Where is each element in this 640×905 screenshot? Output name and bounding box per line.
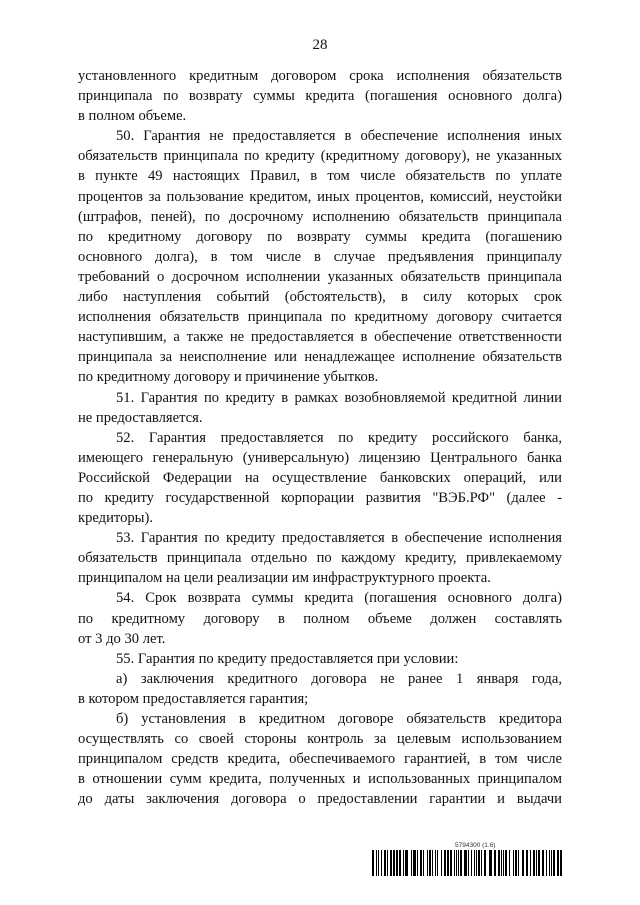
- text-line: процентов за пользование кредитом, иных процентов, комиссий, неустойки: [78, 188, 562, 205]
- text-line: обязательств принципала по кредиту (кредитному договору), не указанных: [78, 148, 562, 165]
- text-line: принципалом средств кредита, обеспечиваемого гарантией, в том числе: [78, 751, 562, 768]
- text-line: исполнения обязательств принципала по кредитному договору считается: [78, 309, 562, 326]
- page-number: 28: [312, 37, 328, 53]
- text-line: от 3 до 30 лет.: [78, 630, 166, 647]
- document-body: [78, 66, 562, 809]
- text-line: 53. Гарантия по кредиту предоставляется в обеспечение исполнения: [116, 530, 562, 547]
- document-code: 5794300 (1.6): [455, 842, 496, 849]
- text-line: 50. Гарантия не предоставляется в обеспечение исполнения иных: [116, 128, 562, 145]
- text-line: требований о досрочном исполнении указанных обязательств принципала: [78, 268, 562, 285]
- text-line: Российской Федерации на осуществление банковских операций, или: [78, 469, 562, 486]
- text-line: осуществлять со своей стороны контроль за целевым использованием: [78, 731, 562, 748]
- text-line: 55. Гарантия по кредиту предоставляется при условии:: [116, 650, 459, 667]
- text-line: либо наступления событий (обстоятельств), в силу которых срок: [78, 289, 562, 306]
- text-line: в пункте 49 настоящих Правил, в том числе обязательств по уплате: [78, 168, 562, 185]
- text-line: до даты заключения договора о предоставлении гарантии и выдачи: [78, 791, 562, 808]
- text-line: имеющего генеральную (универсальную) лицензию Центрального банка: [78, 449, 562, 466]
- text-line: кредиторы).: [78, 510, 153, 527]
- text-line: установленного кредитным договором срока исполнения обязательств: [78, 68, 562, 84]
- text-line: 54. Срок возврата суммы кредита (погашения основного долга): [116, 590, 562, 607]
- text-line: 52. Гарантия предоставляется по кредиту российского банка,: [116, 429, 562, 446]
- barcode-image: [372, 850, 564, 876]
- text-line: по кредитному договору в полном объеме должен составлять: [78, 610, 562, 627]
- text-line: в полном объеме.: [78, 108, 187, 125]
- text-line: принципалом на цели реализации им инфраструктурного проекта.: [78, 570, 491, 587]
- text-line: основного долга), в том числе в случае предъявления принципалу: [78, 248, 562, 265]
- text-line: по кредиту государственной корпорации развития "ВЭБ.РФ" (далее -: [78, 489, 562, 506]
- text-line: (штрафов, пеней), по досрочному исполнению обязательств принципала: [78, 208, 562, 225]
- text-line: наступившим, а также не предоставляется в обеспечение ответственности: [78, 329, 562, 346]
- text-line: не предоставляется.: [78, 409, 203, 426]
- text-line: принципала по возврату суммы кредита (погашения основного долга): [78, 88, 562, 105]
- text-line: в котором предоставляется гарантия;: [78, 690, 309, 707]
- text-line: 51. Гарантия по кредиту в рамках возобновляемой кредитной линии: [116, 389, 562, 406]
- text-line: а) заключения кредитного договора не ранее 1 января года,: [116, 670, 562, 687]
- text-line: принципала за неисполнение или ненадлежащее исполнение обязательств: [78, 349, 562, 366]
- text-line: по кредитному договору по возврату суммы кредита (погашению: [78, 228, 562, 245]
- text-line: б) установления в кредитном договоре обязательств кредитора: [116, 711, 562, 727]
- text-line: по кредитному договору и причинение убытков.: [78, 369, 379, 386]
- text-line: обязательств принципала отдельно по каждому кредиту, привлекаемому: [78, 550, 562, 567]
- text-line: в отношении сумм кредита, полученных и использованных принципалом: [78, 771, 562, 788]
